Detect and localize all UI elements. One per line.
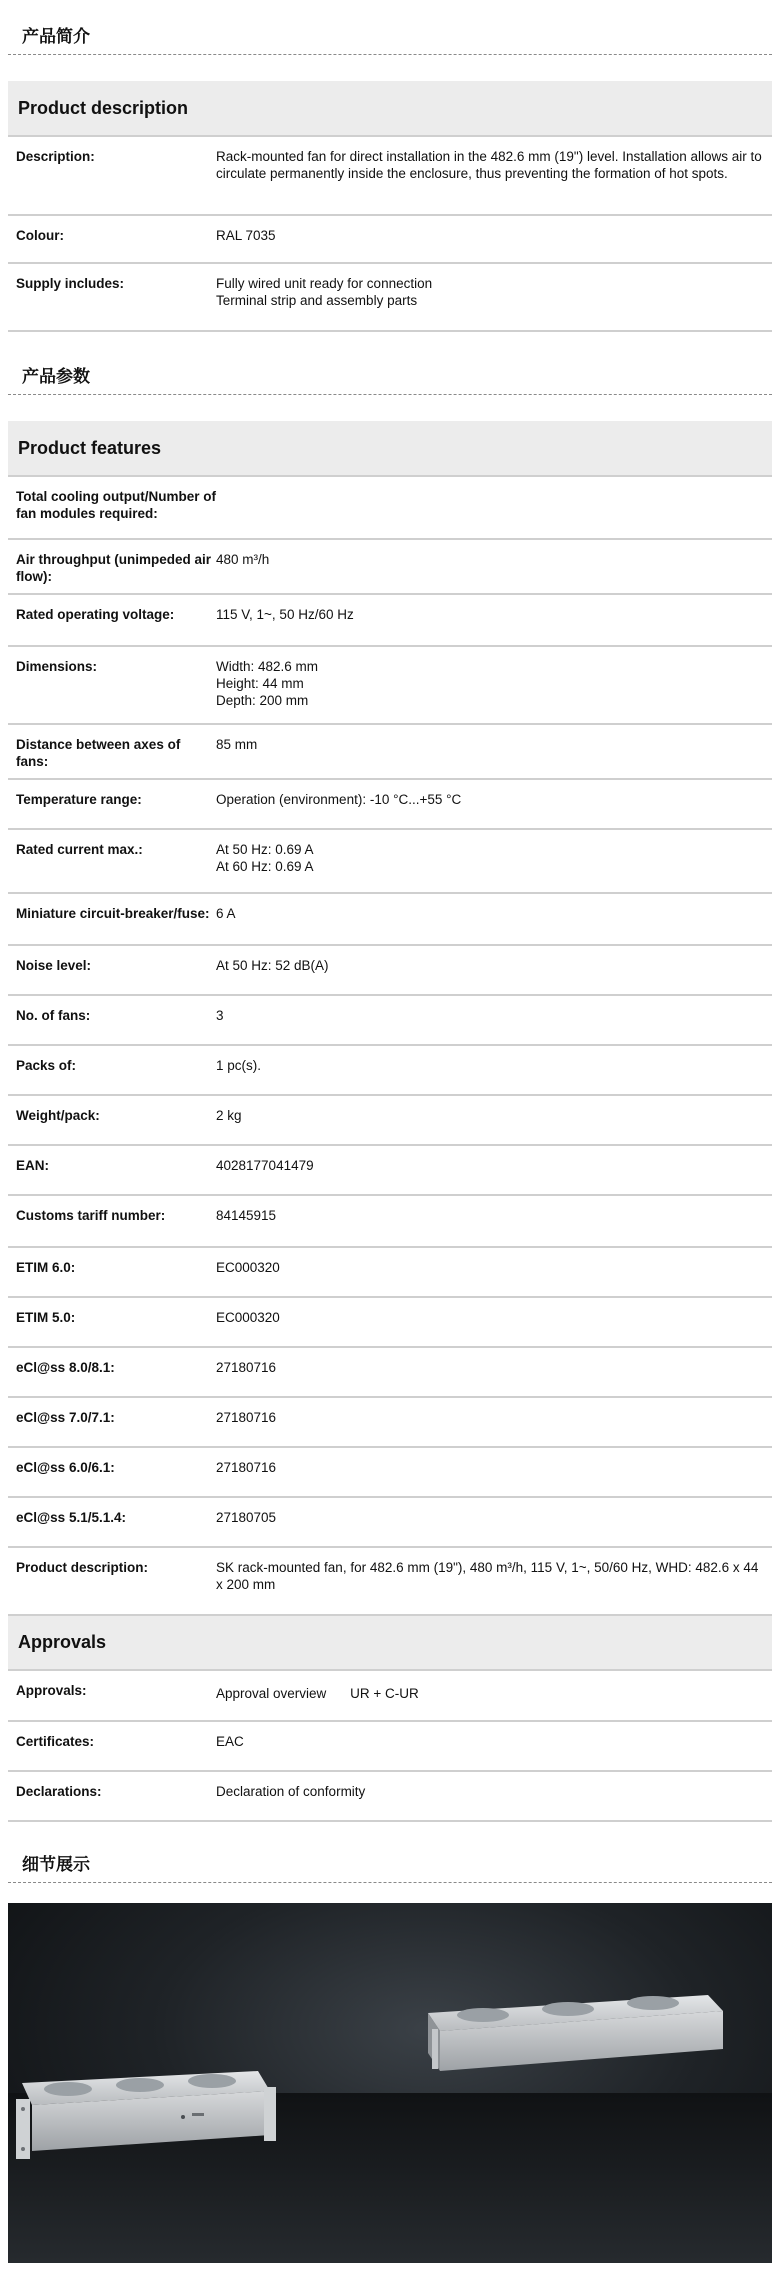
row-value: 3 <box>216 995 772 1045</box>
product-features-header: Product features <box>8 421 772 477</box>
table-row <box>8 137 772 215</box>
table-row <box>8 1497 772 1547</box>
table-row <box>8 1045 772 1095</box>
table-row <box>8 1145 772 1195</box>
row-value: At 50 Hz: 0.69 A At 60 Hz: 0.69 A <box>216 829 772 893</box>
row-label: eCl@ss 5.1/5.1.4: <box>8 1497 216 1547</box>
table-row <box>8 1397 772 1447</box>
table-row <box>8 1447 772 1497</box>
table-row <box>8 724 772 779</box>
row-value <box>216 1671 772 1721</box>
row-label: Declarations: <box>8 1771 216 1821</box>
intro-heading-label: 产品简介 <box>22 27 90 47</box>
row-value: At 50 Hz: 52 dB(A) <box>216 945 772 995</box>
row-value: 480 m³/h <box>216 539 772 594</box>
row-label: EAN: <box>8 1145 216 1195</box>
row-label: Miniature circuit-breaker/fuse: <box>8 893 216 945</box>
details-heading-label: 细节展示 <box>22 1855 90 1875</box>
row-label: ETIM 5.0: <box>8 1297 216 1347</box>
row-label: Packs of: <box>8 1045 216 1095</box>
row-label: Supply includes: <box>8 263 216 331</box>
row-value: 27180705 <box>216 1497 772 1547</box>
table-row <box>8 945 772 995</box>
row-value: 115 V, 1~, 50 Hz/60 Hz <box>216 594 772 646</box>
row-value <box>216 1771 772 1821</box>
row-label: Dimensions: <box>8 646 216 724</box>
table-row <box>8 594 772 646</box>
product-photo <box>8 1903 772 2263</box>
row-label: Total cooling output/Number of fan modules required: <box>8 477 216 539</box>
row-value: EC000320 <box>216 1297 772 1347</box>
row-value: Fully wired unit ready for connection Terminal strip and assembly parts <box>216 263 772 331</box>
table-row <box>8 1671 772 1721</box>
row-value: 1 pc(s). <box>216 1045 772 1095</box>
row-label: Noise level: <box>8 945 216 995</box>
approval-marks: UR + C-UR <box>350 1686 419 1701</box>
row-value: RAL 7035 <box>216 215 772 263</box>
table-row <box>8 995 772 1045</box>
row-value: 4028177041479 <box>216 1145 772 1195</box>
row-label: No. of fans: <box>8 995 216 1045</box>
row-label: Approvals: <box>8 1671 216 1721</box>
row-label: Weight/pack: <box>8 1095 216 1145</box>
table-row <box>8 1547 772 1615</box>
approvals-table <box>8 1671 772 1822</box>
row-label: Rated operating voltage: <box>8 594 216 646</box>
row-label: eCl@ss 6.0/6.1: <box>8 1447 216 1497</box>
row-value: SK rack-mounted fan, for 482.6 mm (19"), 480 m³/h, 115 V, 1~, 50/60 Hz, WHD: 482.6 x 44 x 200 mm <box>216 1547 772 1615</box>
row-value: 84145915 <box>216 1195 772 1247</box>
row-label: Colour: <box>8 215 216 263</box>
row-value <box>216 477 772 539</box>
table-row <box>8 779 772 829</box>
details-heading <box>8 1822 772 1883</box>
table-row <box>8 539 772 594</box>
table-row <box>8 646 772 724</box>
row-label: Air throughput (unimpeded air flow): <box>8 539 216 594</box>
table-row <box>8 1771 772 1821</box>
row-value: Rack-mounted fan for direct installation in the 482.6 mm (19") level. Installation allows air to circulate permanently inside the enclosure, thus preventing the formation of hot spots. <box>216 137 772 215</box>
table-row <box>8 1297 772 1347</box>
rack-fan-unit-front <box>16 2071 276 2159</box>
intro-heading <box>8 0 772 55</box>
row-value: EC000320 <box>216 1247 772 1297</box>
table-row <box>8 1247 772 1297</box>
rack-fan-unit-back <box>428 1995 723 2071</box>
rack-fan-illustration <box>8 1903 772 2263</box>
row-label: Distance between axes of fans: <box>8 724 216 779</box>
declaration-link[interactable]: Declaration of conformity <box>216 1784 366 1799</box>
row-value: Width: 482.6 mm Height: 44 mm Depth: 200 mm <box>216 646 772 724</box>
product-description-table <box>8 137 772 332</box>
row-label: Customs tariff number: <box>8 1195 216 1247</box>
row-value: 2 kg <box>216 1095 772 1145</box>
table-row <box>8 263 772 331</box>
product-description-header: Product description <box>8 81 772 137</box>
approvals-header: Approvals <box>8 1616 772 1671</box>
row-value: 85 mm <box>216 724 772 779</box>
table-row <box>8 1347 772 1397</box>
table-row <box>8 893 772 945</box>
row-label: eCl@ss 7.0/7.1: <box>8 1397 216 1447</box>
row-value: 6 A <box>216 893 772 945</box>
row-label: ETIM 6.0: <box>8 1247 216 1297</box>
params-heading-label: 产品参数 <box>22 367 90 387</box>
row-value: 27180716 <box>216 1447 772 1497</box>
row-label: Rated current max.: <box>8 829 216 893</box>
row-label: Certificates: <box>8 1721 216 1771</box>
approval-overview-link[interactable]: Approval overview <box>216 1686 327 1701</box>
table-row <box>8 477 772 539</box>
table-row <box>8 215 772 263</box>
table-row <box>8 829 772 893</box>
product-features-table <box>8 477 772 1616</box>
params-heading <box>8 332 772 395</box>
table-row <box>8 1095 772 1145</box>
table-row <box>8 1721 772 1771</box>
row-label: eCl@ss 8.0/8.1: <box>8 1347 216 1397</box>
table-row <box>8 1195 772 1247</box>
row-value: EAC <box>216 1721 772 1771</box>
row-value: Operation (environment): -10 °C...+55 °C <box>216 779 772 829</box>
row-label: Temperature range: <box>8 779 216 829</box>
row-value: 27180716 <box>216 1397 772 1447</box>
row-value: 27180716 <box>216 1347 772 1397</box>
row-label: Description: <box>8 137 216 215</box>
row-label: Product description: <box>8 1547 216 1615</box>
